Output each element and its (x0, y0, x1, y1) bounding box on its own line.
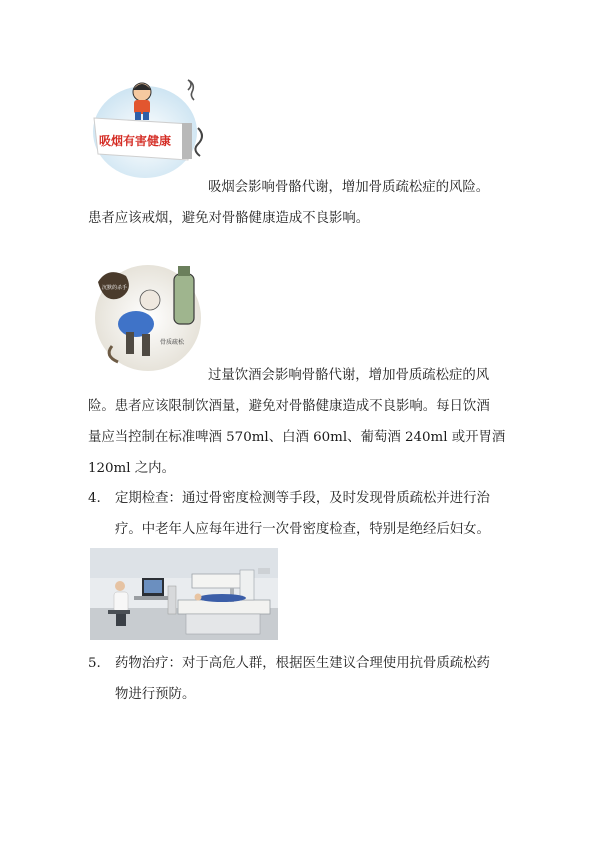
smoking-text-line-1: 吸烟会影响骨骼代谢，增加骨质疏松症的风险。 (208, 180, 490, 195)
item5-text-line-2: 物进行预防。 (115, 687, 196, 702)
smoking-paragraph (88, 172, 528, 234)
drinking-illustration (88, 262, 210, 374)
operator-body (114, 592, 128, 612)
old-man-head (140, 290, 160, 310)
smoking-text-line-2: 患者应该戒烟，避免对骨骼健康造成不良影响。 (88, 211, 370, 226)
bottle-icon (174, 274, 194, 324)
scanner-table (178, 600, 270, 614)
drinking-text-line-4: 120ml 之内。 (88, 461, 175, 476)
operator-head (115, 581, 125, 591)
smoking-banner-text: 吸烟有害健康 (99, 134, 172, 148)
drinking-paragraph (88, 360, 528, 484)
boy-body (134, 100, 150, 114)
bone-tag-text: 骨质疏松 (160, 339, 185, 346)
drinking-text-line-1: 过量饮酒会影响骨骼代谢，增加骨质疏松症的风 (208, 368, 490, 383)
patient (198, 594, 246, 602)
bone-density-scan-photo (90, 548, 278, 640)
item4-text-line-1: 定期检查：通过骨密度检测等手段，及时发现骨质疏松并进行治 (115, 491, 490, 506)
list-item-5 (88, 648, 528, 710)
smoke-icon (188, 80, 194, 100)
old-man-body (118, 311, 154, 337)
drinking-text-line-2: 险。患者应该限制饮酒量，避免对骨骼健康造成不良影响。每日饮酒 (88, 399, 490, 414)
list-number-4: 4. (88, 491, 101, 506)
list-item-4 (88, 483, 528, 545)
drinking-text-line-3: 量应当控制在标准啤酒 570ml、白酒 60ml、葡萄酒 240ml 或开胃酒 (88, 430, 506, 445)
list-number-5: 5. (88, 656, 101, 671)
item5-text-line-1: 药物治疗：对于高危人群，根据医生建议合理使用抗骨质疏松药 (115, 656, 490, 671)
smoking-illustration (90, 78, 210, 182)
killer-bubble-text: 沉默的杀手 (102, 285, 128, 291)
item4-text-line-2: 疗。中老年人应每年进行一次骨密度检查，特别是绝经后妇女。 (115, 522, 490, 537)
